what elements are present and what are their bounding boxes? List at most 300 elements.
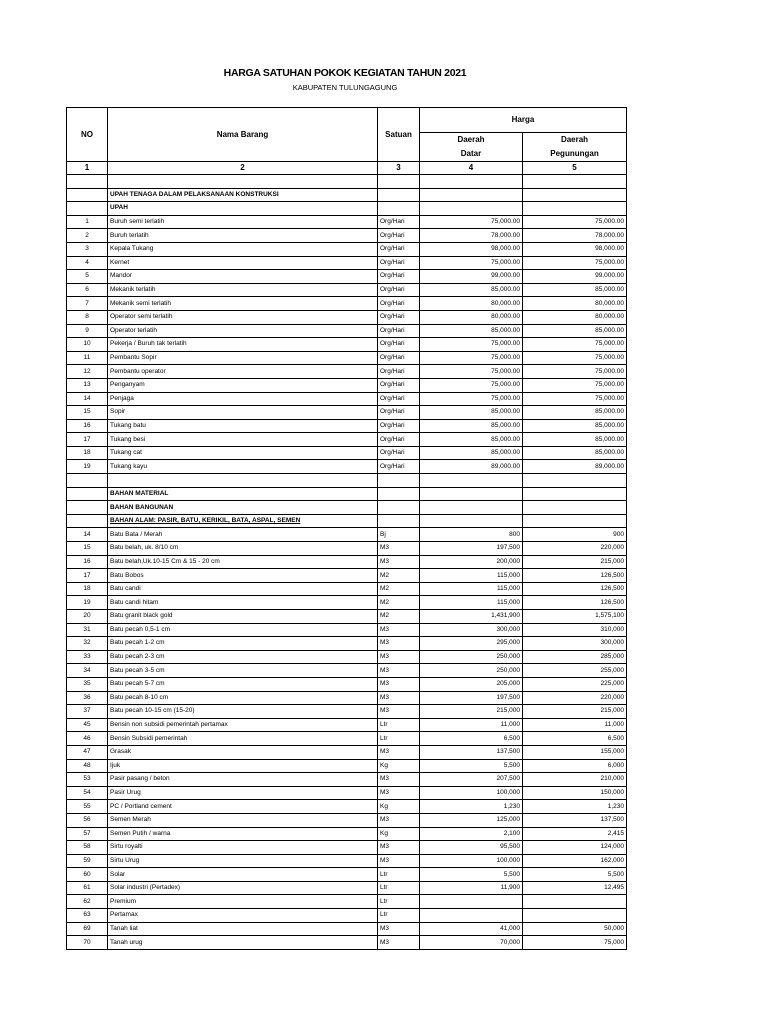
cell-nama-barang: Kepala Tukang (108, 242, 378, 256)
cell-harga-pegunungan (523, 487, 627, 501)
cell-satuan: Org/Hari (378, 215, 420, 229)
cell-nama-barang: BAHAN BANGUNAN (108, 501, 378, 515)
cell-harga-datar: 115,000 (420, 596, 523, 610)
cell-harga-pegunungan (523, 188, 627, 202)
cell-nama-barang: Tukang kayu (108, 460, 378, 474)
col-header-gunung-line2: Pegunungan (550, 149, 599, 158)
cell-no: 12 (67, 365, 108, 379)
cell-satuan: M3 (378, 691, 420, 705)
cell-satuan: Kg (378, 827, 420, 841)
cell-no: 5 (67, 270, 108, 284)
cell-harga-datar (420, 188, 523, 202)
cell-no (67, 474, 108, 488)
cell-satuan: M3 (378, 664, 420, 678)
cell-harga-datar: 215,000 (420, 705, 523, 719)
cell-harga-pegunungan: 78,000.00 (523, 229, 627, 243)
table-row (67, 487, 627, 501)
cell-no: 2 (67, 229, 108, 243)
cell-harga-datar (420, 501, 523, 515)
cell-harga-datar: 78,000.00 (420, 229, 523, 243)
cell-satuan (378, 474, 420, 488)
cell-nama-barang: Buruh semi terlatih (108, 215, 378, 229)
cell-harga-datar: 11,000 (420, 718, 523, 732)
cell-satuan: Org/Hari (378, 419, 420, 433)
cell-harga-datar: 125,000 (420, 813, 523, 827)
cell-satuan: Org/Hari (378, 433, 420, 447)
cell-harga-pegunungan: 75,000.00 (523, 256, 627, 270)
table-row (67, 542, 627, 556)
cell-harga-pegunungan: 85,000.00 (523, 283, 627, 297)
cell-nama-barang: Mekanik terlatih (108, 283, 378, 297)
cell-no: 69 (67, 922, 108, 936)
cell-nama-barang: Batu pecah 5-7 cm (108, 677, 378, 691)
cell-no: 19 (67, 460, 108, 474)
col-header-gunung-line1: Daerah (560, 135, 589, 144)
cell-harga-datar: 75,000.00 (420, 378, 523, 392)
table-row (67, 229, 627, 243)
table-row (67, 256, 627, 270)
cell-satuan: Bj (378, 528, 420, 542)
column-number: 3 (378, 162, 420, 175)
cell-satuan: Org/Hari (378, 229, 420, 243)
cell-harga-pegunungan: 89,000.00 (523, 460, 627, 474)
cell-harga-pegunungan: 300,000 (523, 637, 627, 651)
cell-harga-pegunungan: 155,000 (523, 745, 627, 759)
cell-harga-datar: 11,900 (420, 881, 523, 895)
table-row (67, 270, 627, 284)
cell-satuan: Org/Hari (378, 365, 420, 379)
cell-satuan: Org/Hari (378, 310, 420, 324)
cell-nama-barang: Pasir Urug (108, 786, 378, 800)
cell-harga-datar (420, 487, 523, 501)
col-header-harga: Harga (420, 108, 627, 133)
cell-harga-pegunungan: 900 (523, 528, 627, 542)
table-body (67, 175, 627, 950)
cell-nama-barang: Tanah urug (108, 936, 378, 950)
cell-no: 9 (67, 324, 108, 338)
cell-nama-barang: Ijuk (108, 759, 378, 773)
cell-satuan: M2 (378, 582, 420, 596)
cell-harga-pegunungan: 310,000 (523, 623, 627, 637)
cell-nama-barang: Batu pecah 2-3 cm (108, 650, 378, 664)
cell-nama-barang: Tukang cat (108, 446, 378, 460)
cell-harga-datar: 5,500 (420, 759, 523, 773)
cell-nama-barang: Sirtu royalti (108, 841, 378, 855)
table-row (67, 691, 627, 705)
cell-nama-barang: Premium (108, 895, 378, 909)
col-header-no: NO (67, 108, 108, 162)
cell-no: 17 (67, 433, 108, 447)
table-row (67, 392, 627, 406)
cell-harga-datar: 70,000 (420, 936, 523, 950)
table-row (67, 501, 627, 515)
cell-no: 59 (67, 854, 108, 868)
cell-no (67, 487, 108, 501)
header-row (67, 108, 627, 133)
cell-harga-pegunungan: 137,500 (523, 813, 627, 827)
cell-satuan: M3 (378, 936, 420, 950)
cell-no: 14 (67, 392, 108, 406)
cell-satuan: M3 (378, 623, 420, 637)
cell-no: 8 (67, 310, 108, 324)
cell-harga-pegunungan (523, 909, 627, 923)
cell-no: 63 (67, 909, 108, 923)
table-row (67, 215, 627, 229)
table-row (67, 474, 627, 488)
col-header-datar-line2: Datar (460, 149, 482, 158)
cell-satuan: M3 (378, 745, 420, 759)
cell-satuan: Ltr (378, 881, 420, 895)
cell-no: 34 (67, 664, 108, 678)
table-row (67, 202, 627, 216)
table-row (67, 705, 627, 719)
cell-harga-pegunungan (523, 895, 627, 909)
cell-nama-barang: Batu pecah 3-5 cm (108, 664, 378, 678)
cell-harga-datar: 85,000.00 (420, 433, 523, 447)
cell-no: 36 (67, 691, 108, 705)
cell-harga-datar (420, 909, 523, 923)
cell-harga-datar: 6,500 (420, 732, 523, 746)
col-header-daerah-pegunungan (523, 133, 627, 162)
cell-harga-datar: 250,000 (420, 664, 523, 678)
cell-harga-pegunungan: 99,000.00 (523, 270, 627, 284)
cell-nama-barang: UPAH TENAGA DALAM PELAKSANAAN KONSTRUKSI (108, 188, 378, 202)
cell-harga-pegunungan: 50,000 (523, 922, 627, 936)
cell-harga-pegunungan: 85,000.00 (523, 433, 627, 447)
cell-harga-pegunungan: 80,000.00 (523, 297, 627, 311)
cell-no: 19 (67, 596, 108, 610)
cell-satuan (378, 175, 420, 189)
cell-nama-barang: Batu pecah 1-2 cm (108, 637, 378, 651)
cell-harga-pegunungan: 1,575,100 (523, 610, 627, 624)
cell-satuan: Org/Hari (378, 242, 420, 256)
cell-satuan: Org/Hari (378, 446, 420, 460)
cell-harga-datar: 75,000.00 (420, 338, 523, 352)
cell-harga-pegunungan: 225,000 (523, 677, 627, 691)
table-row (67, 378, 627, 392)
cell-harga-datar: 197,500 (420, 691, 523, 705)
cell-satuan: Ltr (378, 732, 420, 746)
cell-nama-barang: Tukang besi (108, 433, 378, 447)
cell-harga-pegunungan: 75,000.00 (523, 351, 627, 365)
table-row (67, 175, 627, 189)
cell-harga-datar: 75,000.00 (420, 392, 523, 406)
cell-harga-pegunungan: 215,000 (523, 555, 627, 569)
cell-harga-pegunungan: 126,500 (523, 582, 627, 596)
cell-no (67, 188, 108, 202)
cell-harga-pegunungan: 1,230 (523, 800, 627, 814)
cell-no: 62 (67, 895, 108, 909)
cell-satuan: Org/Hari (378, 406, 420, 420)
cell-harga-datar: 1,431,900 (420, 610, 523, 624)
cell-no (67, 202, 108, 216)
cell-harga-datar: 41,000 (420, 922, 523, 936)
cell-nama-barang: Operator semi terlatih (108, 310, 378, 324)
cell-satuan: Org/Hari (378, 378, 420, 392)
cell-harga-pegunungan: 80,000.00 (523, 310, 627, 324)
cell-nama-barang: Semen Merah (108, 813, 378, 827)
cell-harga-datar: 85,000.00 (420, 283, 523, 297)
cell-harga-datar: 207,500 (420, 773, 523, 787)
cell-satuan: Org/Hari (378, 270, 420, 284)
cell-harga-datar (420, 895, 523, 909)
cell-harga-pegunungan: 2,415 (523, 827, 627, 841)
cell-satuan: M3 (378, 854, 420, 868)
cell-nama-barang: Batu Bata / Merah (108, 528, 378, 542)
cell-harga-datar: 300,000 (420, 623, 523, 637)
cell-nama-barang: Sirtu Urug (108, 854, 378, 868)
col-header-daerah-datar (420, 133, 523, 162)
table-row (67, 242, 627, 256)
cell-satuan: M3 (378, 542, 420, 556)
cell-no: 15 (67, 542, 108, 556)
table-row (67, 460, 627, 474)
table-row (67, 419, 627, 433)
cell-harga-pegunungan: 220,000 (523, 542, 627, 556)
cell-harga-datar: 75,000.00 (420, 351, 523, 365)
cell-no: 48 (67, 759, 108, 773)
cell-satuan (378, 487, 420, 501)
table-row (67, 718, 627, 732)
cell-harga-datar: 100,000 (420, 786, 523, 800)
cell-satuan: Org/Hari (378, 283, 420, 297)
cell-harga-datar: 75,000.00 (420, 365, 523, 379)
table-row (67, 895, 627, 909)
cell-harga-datar: 80,000.00 (420, 297, 523, 311)
cell-harga-pegunungan: 210,000 (523, 773, 627, 787)
cell-no: 70 (67, 936, 108, 950)
table-row (67, 664, 627, 678)
cell-harga-pegunungan: 215,000 (523, 705, 627, 719)
cell-no: 54 (67, 786, 108, 800)
cell-no: 35 (67, 677, 108, 691)
cell-nama-barang: PC / Portland cement (108, 800, 378, 814)
table-row (67, 868, 627, 882)
table-row (67, 555, 627, 569)
col-header-datar-line1: Daerah (457, 135, 485, 144)
cell-satuan: M3 (378, 773, 420, 787)
cell-harga-pegunungan: 85,000.00 (523, 419, 627, 433)
cell-harga-pegunungan: 6,000 (523, 759, 627, 773)
cell-nama-barang: Batu belah, uk. 8/10 cm (108, 542, 378, 556)
cell-nama-barang: Mandor (108, 270, 378, 284)
table-row (67, 324, 627, 338)
cell-nama-barang: Solar (108, 868, 378, 882)
cell-harga-pegunungan: 85,000.00 (523, 446, 627, 460)
cell-satuan: M3 (378, 555, 420, 569)
table-row (67, 922, 627, 936)
cell-harga-datar: 115,000 (420, 569, 523, 583)
cell-harga-pegunungan: 11,000 (523, 718, 627, 732)
table-row (67, 936, 627, 950)
table-row (67, 514, 627, 528)
cell-harga-datar: 75,000.00 (420, 256, 523, 270)
cell-harga-datar: 115,000 (420, 582, 523, 596)
cell-no: 3 (67, 242, 108, 256)
table-row (67, 881, 627, 895)
table-row (67, 786, 627, 800)
cell-satuan (378, 514, 420, 528)
cell-harga-datar: 205,000 (420, 677, 523, 691)
cell-harga-datar: 137,500 (420, 745, 523, 759)
cell-nama-barang: Bensin non subsidi pemerintah pertamax (108, 718, 378, 732)
cell-harga-pegunungan: 126,500 (523, 569, 627, 583)
cell-nama-barang: Grasak (108, 745, 378, 759)
cell-satuan: Org/Hari (378, 297, 420, 311)
cell-no (67, 514, 108, 528)
col-header-nama: Nama Barang (108, 108, 378, 162)
cell-satuan (378, 501, 420, 515)
cell-satuan: M3 (378, 841, 420, 855)
cell-harga-pegunungan (523, 514, 627, 528)
cell-no: 15 (67, 406, 108, 420)
cell-nama-barang: Sopir (108, 406, 378, 420)
cell-nama-barang: Penganyam (108, 378, 378, 392)
cell-harga-datar: 5,500 (420, 868, 523, 882)
cell-no: 57 (67, 827, 108, 841)
cell-no: 61 (67, 881, 108, 895)
table-row (67, 582, 627, 596)
cell-no: 17 (67, 569, 108, 583)
table-row (67, 745, 627, 759)
cell-nama-barang: Solar industri (Pertadex) (108, 881, 378, 895)
cell-no: 45 (67, 718, 108, 732)
cell-nama-barang: Pekerja / Buruh tak terlatih (108, 338, 378, 352)
table-row (67, 406, 627, 420)
cell-nama-barang: Batu belah,Uk.10-15 Cm & 15 - 20 cm (108, 555, 378, 569)
cell-satuan: M3 (378, 677, 420, 691)
cell-satuan: Ltr (378, 718, 420, 732)
cell-no: 53 (67, 773, 108, 787)
cell-harga-pegunungan: 5,500 (523, 868, 627, 882)
cell-harga-pegunungan: 124,000 (523, 841, 627, 855)
cell-no: 4 (67, 256, 108, 270)
cell-satuan: Org/Hari (378, 256, 420, 270)
cell-no: 60 (67, 868, 108, 882)
cell-harga-datar: 85,000.00 (420, 406, 523, 420)
table-row (67, 596, 627, 610)
cell-harga-datar: 80,000.00 (420, 310, 523, 324)
cell-harga-pegunungan (523, 501, 627, 515)
cell-harga-pegunungan: 75,000.00 (523, 392, 627, 406)
cell-nama-barang: Batu Bobos (108, 569, 378, 583)
cell-no: 37 (67, 705, 108, 719)
cell-nama-barang: Pasir pasang / beton (108, 773, 378, 787)
cell-nama-barang: Batu candi (108, 582, 378, 596)
column-number-row (67, 162, 627, 175)
cell-harga-pegunungan: 162,000 (523, 854, 627, 868)
cell-harga-pegunungan: 75,000.00 (523, 378, 627, 392)
table-row (67, 528, 627, 542)
cell-harga-datar: 95,500 (420, 841, 523, 855)
cell-no: 56 (67, 813, 108, 827)
cell-nama-barang: Batu candi hitam (108, 596, 378, 610)
cell-nama-barang: Pembantu Sopir (108, 351, 378, 365)
cell-satuan (378, 188, 420, 202)
cell-nama-barang: Semen Putih / warna (108, 827, 378, 841)
column-number: 5 (523, 162, 627, 175)
cell-nama-barang: Batu pecah 10-15 cm (15-20) (108, 705, 378, 719)
cell-no: 33 (67, 650, 108, 664)
cell-harga-pegunungan (523, 175, 627, 189)
cell-harga-datar: 295,000 (420, 637, 523, 651)
column-number: 1 (67, 162, 108, 175)
table-row (67, 433, 627, 447)
table-row (67, 446, 627, 460)
cell-no: 31 (67, 623, 108, 637)
cell-no: 47 (67, 745, 108, 759)
cell-satuan: M3 (378, 637, 420, 651)
cell-nama-barang: Batu granit black gold (108, 610, 378, 624)
cell-harga-datar: 85,000.00 (420, 324, 523, 338)
cell-nama-barang: Batu pecah 8-10 cm (108, 691, 378, 705)
cell-satuan: Org/Hari (378, 351, 420, 365)
cell-harga-pegunungan (523, 474, 627, 488)
table-row (67, 610, 627, 624)
cell-no: 58 (67, 841, 108, 855)
cell-no: 10 (67, 338, 108, 352)
page-title: HARGA SATUHAN POKOK KEGIATAN TAHUN 2021 (223, 67, 467, 79)
cell-no: 6 (67, 283, 108, 297)
cell-harga-datar: 89,000.00 (420, 460, 523, 474)
table-row (67, 338, 627, 352)
cell-satuan: M3 (378, 786, 420, 800)
page-subtitle: KABUPATEN TULUNGAGUNG (292, 83, 398, 92)
cell-nama-barang: BAHAN MATERIAL (108, 487, 378, 501)
table-row (67, 813, 627, 827)
cell-harga-pegunungan: 75,000.00 (523, 215, 627, 229)
cell-harga-pegunungan: 98,000.00 (523, 242, 627, 256)
cell-harga-datar: 1,230 (420, 800, 523, 814)
cell-harga-pegunungan: 12,495 (523, 881, 627, 895)
table-row (67, 773, 627, 787)
cell-no (67, 501, 108, 515)
cell-no: 55 (67, 800, 108, 814)
cell-harga-datar: 197,500 (420, 542, 523, 556)
cell-harga-pegunungan: 150,000 (523, 786, 627, 800)
cell-harga-datar (420, 474, 523, 488)
cell-harga-pegunungan: 85,000.00 (523, 324, 627, 338)
cell-harga-pegunungan: 285,000 (523, 650, 627, 664)
cell-harga-datar: 85,000.00 (420, 446, 523, 460)
cell-harga-pegunungan: 255,000 (523, 664, 627, 678)
cell-harga-datar: 85,000.00 (420, 419, 523, 433)
cell-harga-datar: 200,000 (420, 555, 523, 569)
cell-nama-barang: Mekanik semi terlatih (108, 297, 378, 311)
cell-harga-pegunungan: 220,000 (523, 691, 627, 705)
table-row (67, 827, 627, 841)
cell-harga-datar (420, 202, 523, 216)
cell-harga-pegunungan: 75,000 (523, 936, 627, 950)
cell-nama-barang: Batu pecah 0,5-1 cm (108, 623, 378, 637)
cell-satuan: Org/Hari (378, 338, 420, 352)
cell-harga-pegunungan (523, 202, 627, 216)
cell-satuan: Org/Hari (378, 460, 420, 474)
table-row (67, 909, 627, 923)
cell-satuan: M3 (378, 922, 420, 936)
cell-nama-barang: Tanah liat (108, 922, 378, 936)
cell-no: 18 (67, 582, 108, 596)
cell-no: 1 (67, 215, 108, 229)
cell-harga-datar (420, 514, 523, 528)
cell-no: 32 (67, 637, 108, 651)
cell-no: 7 (67, 297, 108, 311)
cell-nama-barang: Tukang batu (108, 419, 378, 433)
table-row (67, 283, 627, 297)
table-row (67, 623, 627, 637)
cell-no: 20 (67, 610, 108, 624)
cell-no (67, 175, 108, 189)
